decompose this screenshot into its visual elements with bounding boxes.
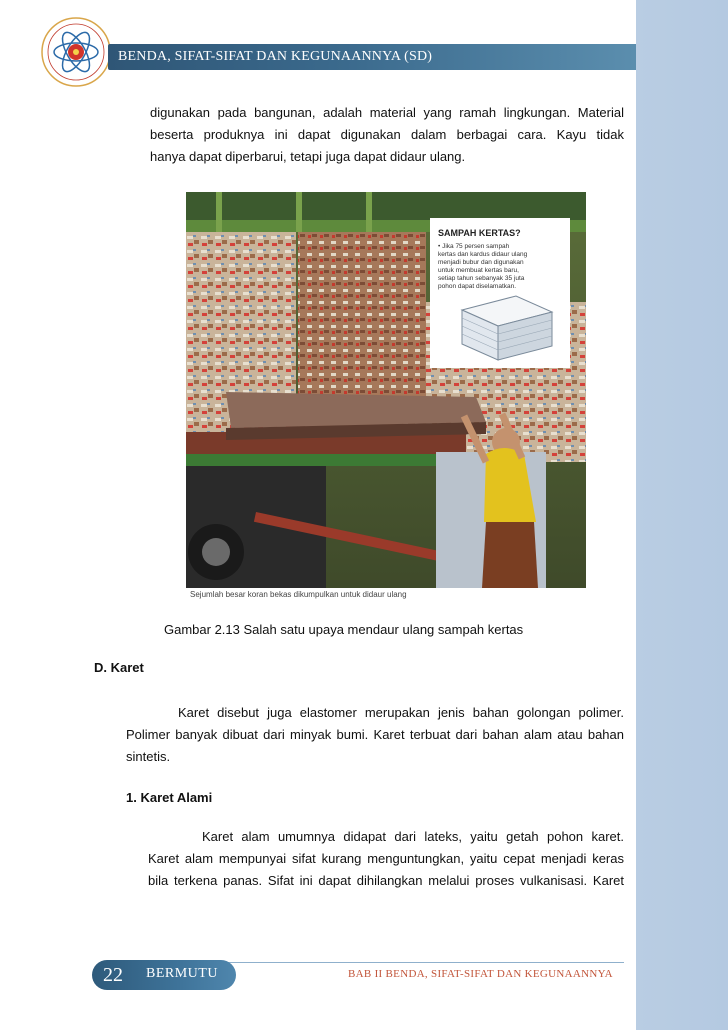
inset-line-1: • Jika 75 persen sampah <box>438 243 510 250</box>
section-d-line-1: Karet disebut juga elastomer merupakan jenis bahan golongan polimer. <box>178 705 624 720</box>
subsection-1-paragraph <box>148 826 624 892</box>
photo-caption: Sejumlah besar koran bekas dikumpulkan untuk didaur ulang <box>190 590 407 599</box>
intro-line-3: hanya dapat diperbarui, tetapi juga dapat didaur ulang. <box>150 149 466 164</box>
subsection-1-line-2: Karet alam mempunyai sifat kurang menguntungkan, yaitu cepat menjadi keras <box>148 851 624 866</box>
inset-line-4: untuk membuat kertas baru, <box>438 267 519 274</box>
inset-title: SAMPAH KERTAS? <box>438 228 521 238</box>
subsection-1-line-1: Karet alam umumnya didapat dari lateks, yaitu getah pohon karet. <box>202 829 624 844</box>
page-number: 22 <box>103 964 123 986</box>
intro-line-1: digunakan pada bangunan, adalah material yang ramah lingkungan. Material <box>150 105 624 120</box>
intro-paragraph <box>150 102 624 168</box>
subsection-1-heading: 1. Karet Alami <box>126 790 213 805</box>
section-d-line-3: sintetis. <box>126 749 171 764</box>
section-d-heading: D. Karet <box>94 660 144 675</box>
recycling-photo <box>186 192 586 606</box>
running-header-title: BENDA, SIFAT-SIFAT DAN KEGUNAANNYA (SD) <box>118 49 433 64</box>
side-color-strip <box>636 0 728 1030</box>
inset-line-3: menjadi bubur dan digunakan <box>438 259 524 266</box>
series-label: BERMUTU <box>146 966 218 981</box>
section-d-paragraph <box>126 702 624 768</box>
inset-line-2: kertas dan kardus didaur ulang <box>438 251 528 258</box>
chapter-footer: BAB II BENDA, SIFAT-SIFAT DAN KEGUNAANNYA <box>348 968 613 980</box>
section-d-line-2: Polimer banyak dibuat dari minyak bumi. Karet terbuat dari bahan alam atau bahan <box>126 727 624 742</box>
subsection-1-line-3: bila terkena panas. Sifat ini dapat dihilangkan melalui proses vulkanisasi. Karet <box>148 873 624 888</box>
institution-logo-icon <box>40 16 112 88</box>
inset-line-5: setiap tahun sebanyak 35 juta <box>438 275 525 282</box>
figure-caption: Gambar 2.13 Salah satu upaya mendaur ulang sampah kertas <box>164 622 524 637</box>
intro-line-2: beserta produknya ini dapat digunakan dalam berbagai cara. Kayu tidak <box>150 127 624 142</box>
inset-line-6: pohon dapat diselamatkan. <box>438 283 517 290</box>
